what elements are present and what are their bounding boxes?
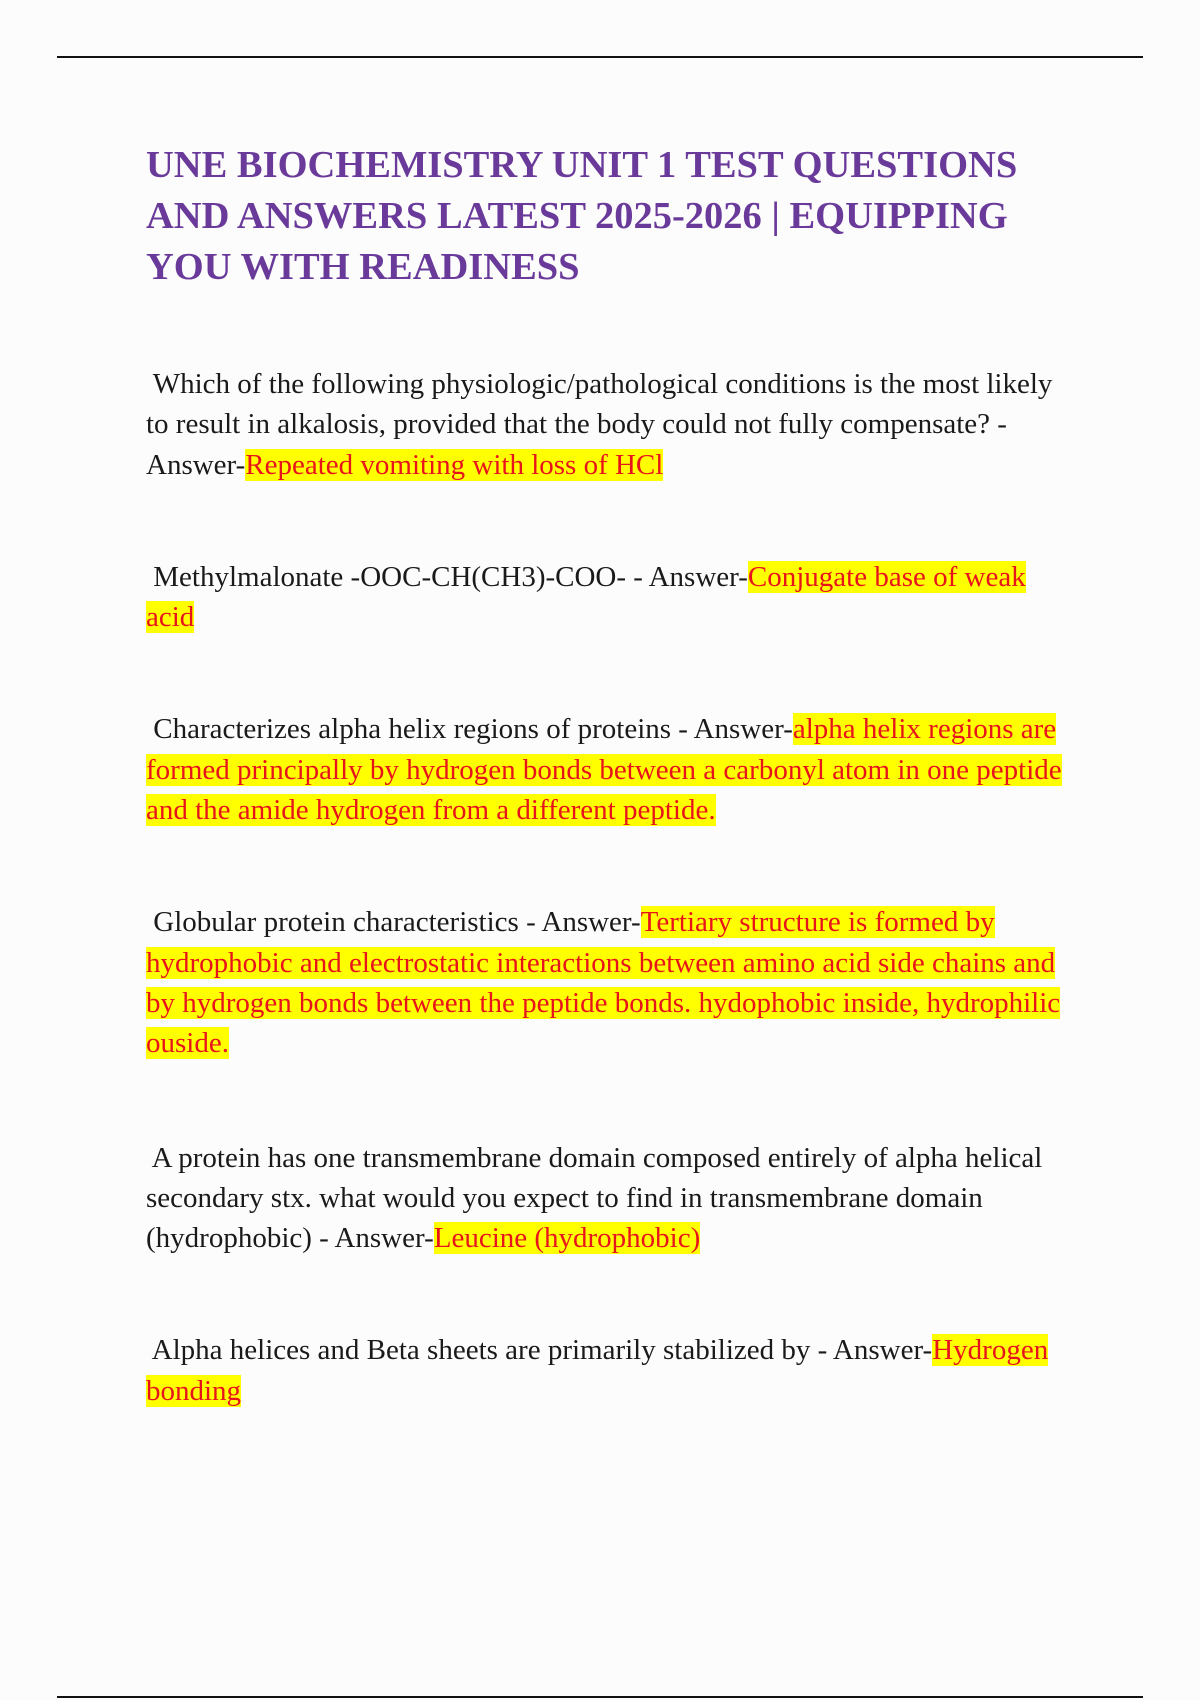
qa-item	[146, 557, 1076, 638]
answer-text: Hydrogen bonding	[146, 1334, 1049, 1407]
answer-text: alpha helix regions are formed principally by hydrogen bonds between a carbonyl atom in one peptide and the amide hydrogen from a different peptide.	[146, 713, 1062, 827]
qa-item	[146, 1138, 1076, 1259]
answer-text: Tertiary structure is formed by hydrophobic and electrostatic interactions between amino acid side chains and by hydrogen bonds between the peptide bonds. hydophobic inside, hydrophilic ouside.	[146, 906, 1061, 1060]
qa-item	[146, 709, 1076, 830]
bottom-rule	[57, 1696, 1143, 1698]
answer-text: Repeated vomiting with loss of HCl	[245, 448, 664, 481]
question-text: Alpha helices and Beta sheets are primarily stabilized by - Answer-	[151, 1334, 933, 1367]
question-text: Characterizes alpha helix regions of proteins - Answer-	[153, 713, 793, 746]
qa-item	[146, 364, 1076, 485]
answer-text: Leucine (hydrophobic)	[433, 1222, 701, 1255]
document-title: UNE BIOCHEMISTRY UNIT 1 TEST QUESTIONS AND ANSWERS LATEST 2025-2026 | EQUIPPING YOU WITH READINESS	[146, 144, 1018, 288]
question-text: Methylmalonate -OOC-CH(CH3)-COO- - Answer-	[153, 560, 748, 593]
question-text: Globular protein characteristics - Answer-	[153, 906, 641, 939]
question-text: Which of the following physiologic/pathological conditions is the most likely to result in alkalosis, provided that the body could not fully compensate? - Answer-	[146, 368, 1053, 481]
question-text: A protein has one transmembrane domain composed entirely of alpha helical secondary stx. what would you expect to find in transmembrane domain (hydrophobic) - Answer-	[146, 1141, 1043, 1255]
qa-item	[146, 1330, 1076, 1411]
top-rule	[57, 56, 1143, 58]
answer-text: Conjugate base of weak acid	[146, 560, 1026, 634]
qa-list	[146, 364, 1076, 1411]
qa-item	[146, 902, 1076, 1063]
